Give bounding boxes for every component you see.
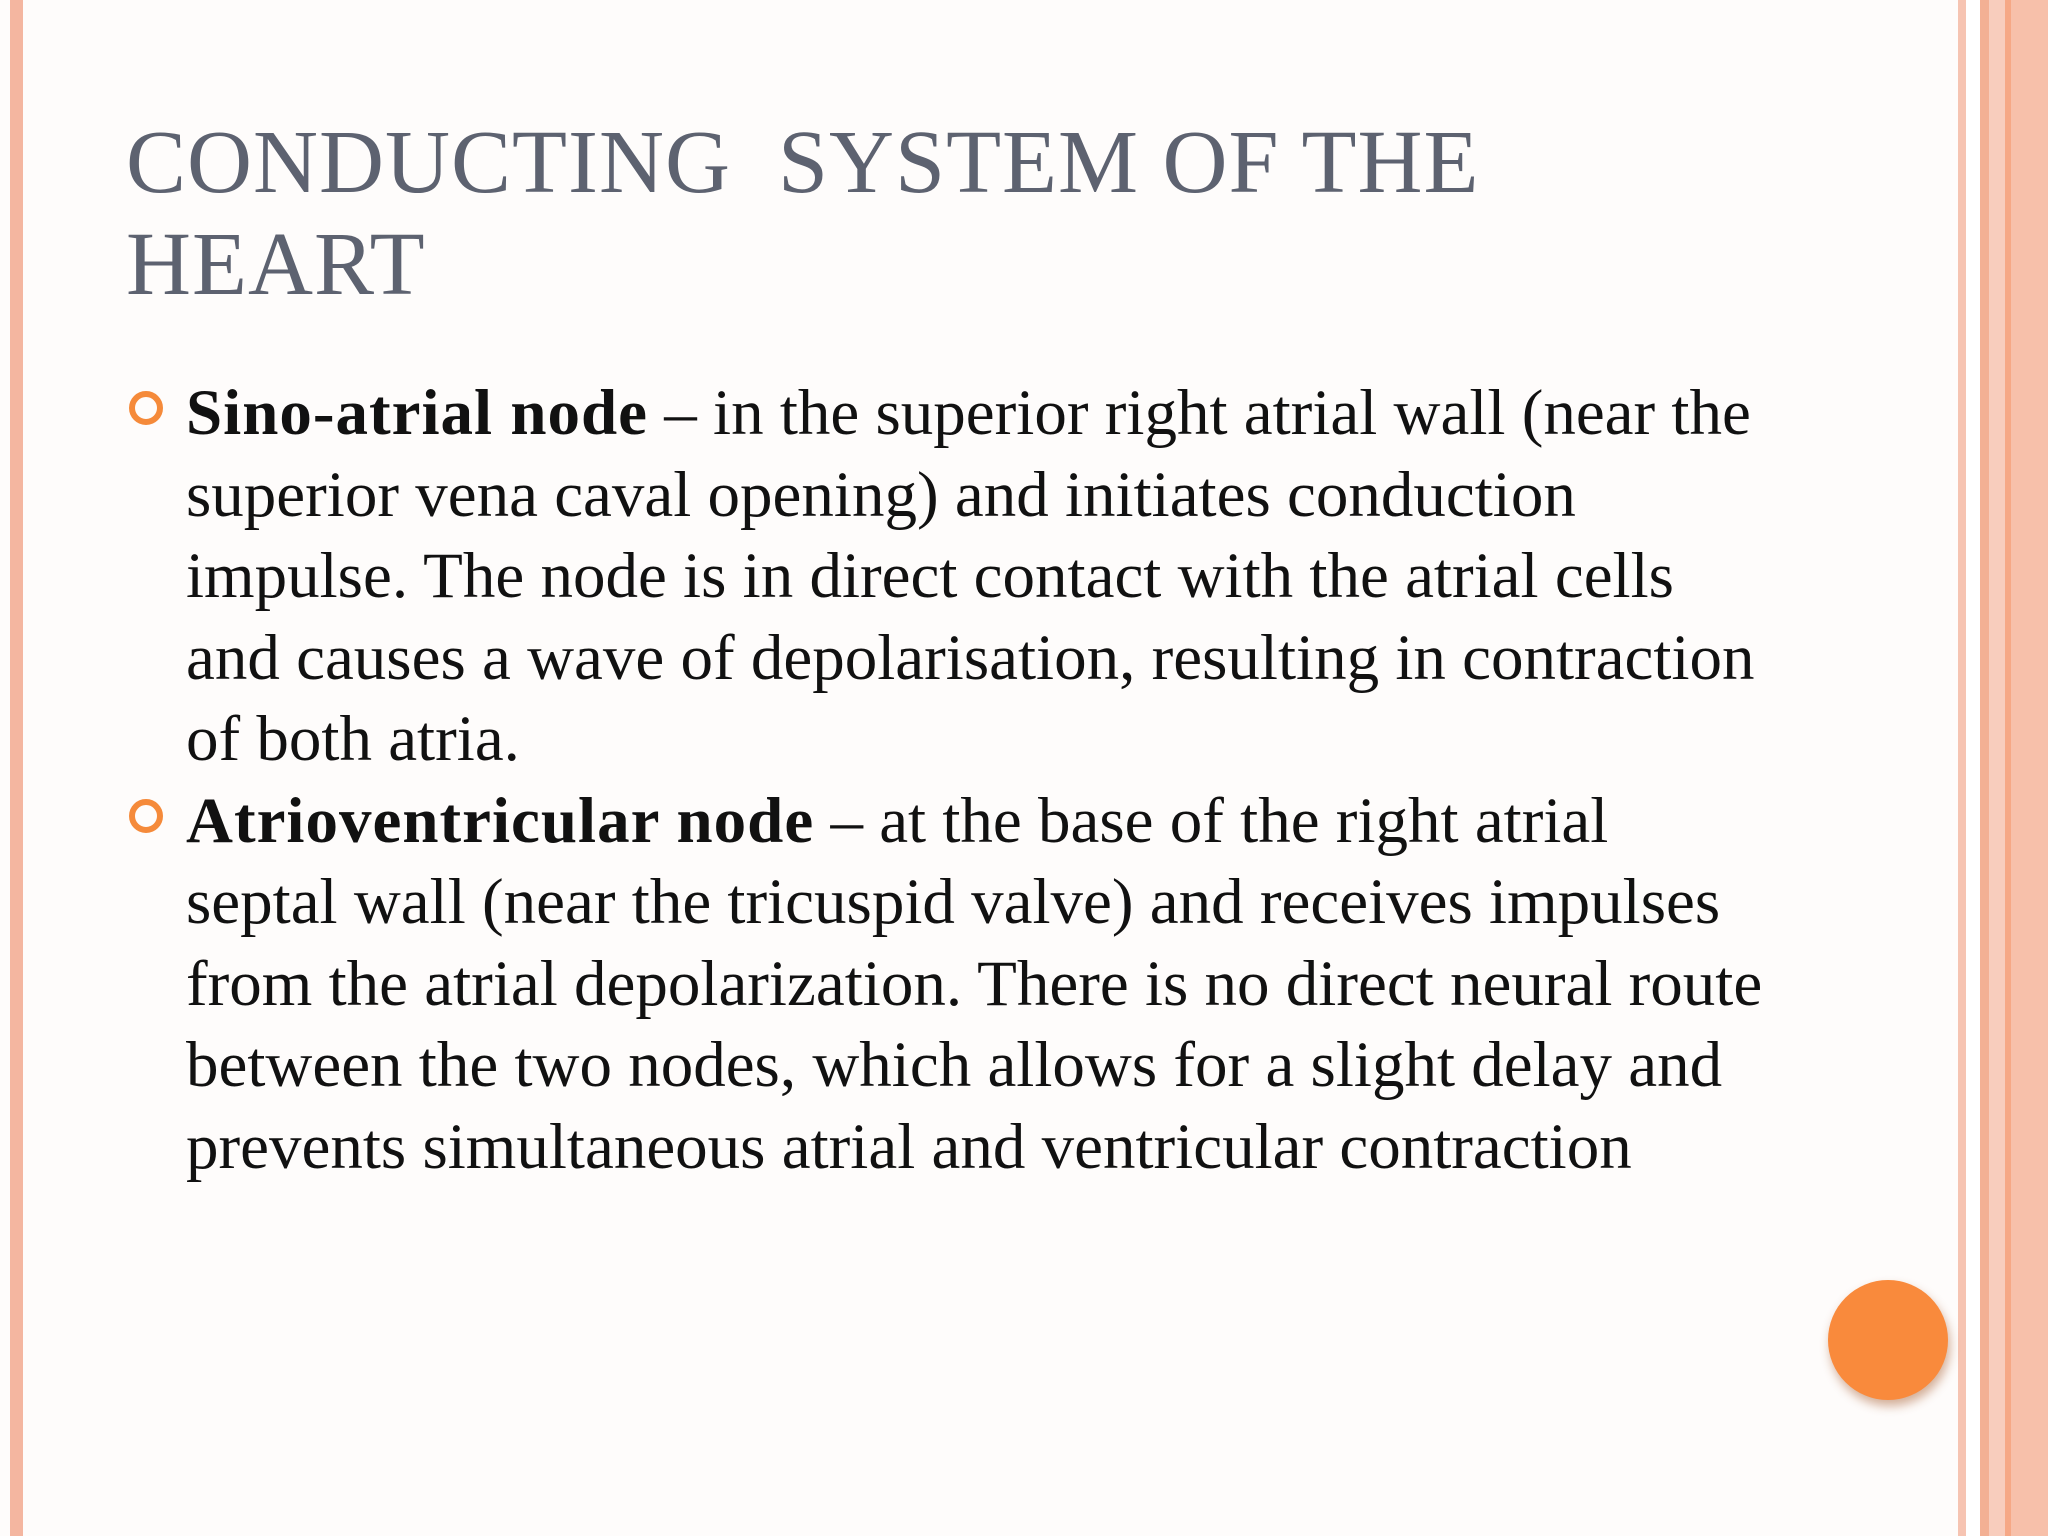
bullet-circle-icon	[129, 799, 163, 833]
bullet-text: – at the base of the right atrial septal wall (near the tricuspid valve) and receives impulses from the atrial depolarization. There is no direct neural route between the two nodes, which allows for a slight delay and prevents simultaneous atrial and ventricular contraction	[186, 784, 1763, 1183]
bullet-text: – in the superior right atrial wall (near the superior vena caval opening) and initiates conduction impulse. The node is in direct contact with the atrial cells and causes a wave of depolarisation, resulting in contraction of both atria.	[186, 377, 1755, 775]
slide-title: CONDUCTING SYSTEM OF THE HEART	[126, 113, 1480, 314]
orange-circle-icon	[1828, 1280, 1948, 1400]
right-decorative-stripe	[1958, 0, 1966, 1536]
right-decorative-stripe	[1966, 0, 1980, 1536]
bullet-list	[126, 373, 1766, 1188]
bullet-term: Atrioventricular node	[186, 784, 815, 857]
bullet-term: Sino-atrial node	[186, 377, 649, 449]
bullet-circle-icon	[129, 391, 163, 425]
bullet-item-atrioventricular-node	[126, 781, 1766, 1189]
right-decorative-stripe	[1980, 0, 1989, 1536]
right-decorative-stripe	[1989, 0, 2005, 1536]
bullet-item-sino-atrial-node	[126, 373, 1766, 781]
left-decorative-stripe	[10, 0, 23, 1536]
right-decorative-stripe	[2011, 0, 2048, 1536]
